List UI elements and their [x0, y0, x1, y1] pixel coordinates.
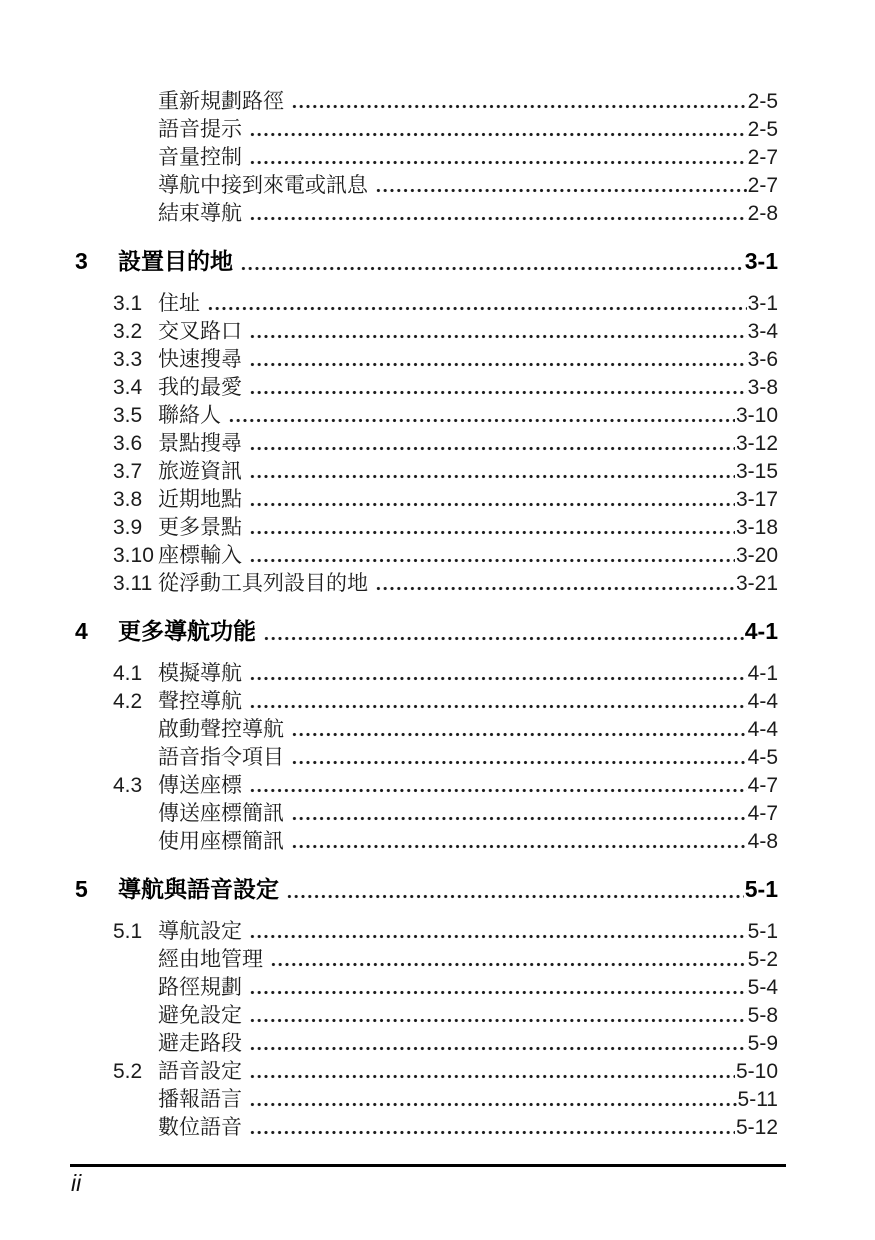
toc-entry-page: 3-17 [735, 488, 778, 511]
toc-entry [75, 346, 778, 374]
dot-leader [249, 214, 747, 223]
toc-entry-page: 2-7 [747, 146, 778, 169]
toc-entry-number: 3.11 [113, 572, 153, 595]
toc-entry-title: 住址 [158, 292, 200, 315]
toc-entry [75, 744, 778, 772]
toc-entry-page: 3-1 [747, 292, 778, 315]
toc-entry-title: 座標輸入 [158, 544, 242, 567]
toc-entry [75, 688, 778, 716]
toc-entry-page: 5-2 [747, 948, 778, 971]
toc-entry [75, 1086, 778, 1114]
toc-entry-page: 5-10 [735, 1060, 778, 1083]
toc-section-heading [75, 614, 778, 648]
toc-entry-page: 3-18 [735, 516, 778, 539]
dot-leader [375, 584, 735, 593]
toc-entry [75, 1030, 778, 1058]
toc-entry [75, 430, 778, 458]
toc-entry-page: 5-4 [747, 976, 778, 999]
toc-entry [75, 458, 778, 486]
toc-entry-number: 3.5 [113, 404, 143, 427]
toc-entry-page: 3-20 [735, 544, 778, 567]
toc-entry-page: 4-8 [747, 830, 778, 853]
dot-leader [263, 634, 744, 643]
toc-entry [75, 200, 778, 228]
toc-entry-page: 2-8 [747, 202, 778, 225]
dot-leader [249, 1072, 735, 1081]
toc-entry [75, 1058, 778, 1086]
dot-leader [240, 264, 744, 273]
toc-entry [75, 318, 778, 346]
toc-entry [75, 800, 778, 828]
toc-entry-page: 3-12 [735, 432, 778, 455]
toc-entry-page: 3-21 [735, 572, 778, 595]
dot-leader [249, 1044, 747, 1053]
dot-leader [249, 360, 747, 369]
dot-leader [249, 1128, 735, 1137]
dot-leader [249, 674, 747, 683]
toc-entry-title: 更多景點 [158, 516, 242, 539]
toc-entry-title: 景點搜尋 [158, 432, 242, 455]
toc-entry-title: 數位語音 [158, 1116, 242, 1139]
dot-leader [270, 960, 747, 969]
toc-entry-page: 3-6 [747, 348, 778, 371]
dot-leader [249, 388, 747, 397]
toc-entry-number: 3.2 [113, 320, 143, 343]
toc-entry-title: 快速搜尋 [158, 348, 242, 371]
toc-entry-title: 語音設定 [158, 1060, 242, 1083]
toc-entry-page: 2-5 [747, 90, 778, 113]
toc-entry-page: 5-12 [735, 1116, 778, 1139]
toc-entry-number: 3.9 [113, 516, 143, 539]
toc-entry [75, 974, 778, 1002]
dot-leader [291, 730, 747, 739]
footer-page-number: ii [71, 1170, 82, 1196]
toc-entry-number: 4.2 [113, 690, 143, 713]
toc-entry-page: 2-7 [747, 174, 778, 197]
toc-entry-page: 4-1 [747, 662, 778, 685]
toc-entry-title: 傳送座標 [158, 774, 242, 797]
toc-section-number: 4 [75, 618, 88, 644]
toc-entry-title: 傳送座標簡訊 [158, 802, 284, 825]
toc-entry [75, 918, 778, 946]
dot-leader [249, 444, 735, 453]
toc-entry [75, 88, 778, 116]
toc-section-page: 4-1 [744, 618, 778, 644]
toc-entry-number: 3.10 [113, 544, 154, 567]
toc-section-heading [75, 872, 778, 906]
toc-entry [75, 514, 778, 542]
toc-entry-number: 4.1 [113, 662, 143, 685]
toc-entry-number: 3.7 [113, 460, 143, 483]
dot-leader [249, 528, 735, 537]
toc-entry-page: 4-7 [747, 802, 778, 825]
toc-entry-number: 4.3 [113, 774, 143, 797]
toc-entry-title: 近期地點 [158, 488, 242, 511]
dot-leader [249, 332, 747, 341]
toc-section-title: 更多導航功能 [118, 618, 256, 644]
toc-entry-title: 重新規劃路徑 [158, 90, 284, 113]
toc-entry-page: 4-4 [747, 690, 778, 713]
toc-entry-title: 音量控制 [158, 146, 242, 169]
toc-section-page: 3-1 [744, 248, 778, 274]
dot-leader [375, 186, 747, 195]
toc-entry-title: 語音提示 [158, 118, 242, 141]
toc-entry-page: 5-9 [747, 1032, 778, 1055]
toc-entry-page: 3-4 [747, 320, 778, 343]
toc-entry-page: 4-7 [747, 774, 778, 797]
toc-entry-number: 3.6 [113, 432, 143, 455]
dot-leader [249, 556, 735, 565]
toc-section-number: 3 [75, 248, 88, 274]
toc-entry-page: 5-8 [747, 1004, 778, 1027]
toc-entry-title: 語音指令項目 [158, 746, 284, 769]
toc-section-title: 設置目的地 [118, 248, 233, 274]
toc-entry [75, 570, 778, 598]
toc-entry-title: 路徑規劃 [158, 976, 242, 999]
toc-entry [75, 1002, 778, 1030]
toc-entry-page: 4-4 [747, 718, 778, 741]
toc-entry-title: 避免設定 [158, 1004, 242, 1027]
toc-entry [75, 828, 778, 856]
toc-entry [75, 116, 778, 144]
dot-leader [249, 1100, 737, 1109]
toc-entry-number: 3.3 [113, 348, 143, 371]
toc-entry [75, 772, 778, 800]
dot-leader [249, 500, 735, 509]
toc-entry-page: 4-5 [747, 746, 778, 769]
toc-entry [75, 1114, 778, 1142]
footer-divider [70, 1164, 786, 1167]
toc-entry [75, 144, 778, 172]
toc-entry-page: 3-8 [747, 376, 778, 399]
toc-entry-title: 旅遊資訊 [158, 460, 242, 483]
toc-entry-number: 3.8 [113, 488, 143, 511]
toc-entry [75, 660, 778, 688]
dot-leader [286, 892, 744, 901]
dot-leader [249, 786, 747, 795]
toc-entry-number: 3.1 [113, 292, 143, 315]
toc-entry [75, 542, 778, 570]
dot-leader [291, 758, 747, 767]
toc-entry-page: 3-15 [735, 460, 778, 483]
dot-leader [249, 932, 747, 941]
toc-entry-title: 我的最愛 [158, 376, 242, 399]
dot-leader [249, 702, 747, 711]
toc-entry-title: 經由地管理 [158, 948, 263, 971]
toc-entry-number: 3.4 [113, 376, 143, 399]
toc-entry-title: 播報語言 [158, 1088, 242, 1111]
dot-leader [207, 304, 747, 313]
toc-entry-title: 使用座標簡訊 [158, 830, 284, 853]
dot-leader [228, 416, 735, 425]
toc-entry-title: 啟動聲控導航 [158, 718, 284, 741]
toc-section-title: 導航與語音設定 [118, 876, 279, 902]
toc-entry [75, 172, 778, 200]
toc-entry-title: 從浮動工具列設目的地 [158, 572, 368, 595]
toc-section-heading [75, 244, 778, 278]
toc-entry-title: 導航設定 [158, 920, 242, 943]
toc-entry-title: 交叉路口 [158, 320, 242, 343]
toc-entry [75, 716, 778, 744]
toc-entry [75, 402, 778, 430]
dot-leader [249, 1016, 747, 1025]
toc-entry-number: 5.1 [113, 920, 143, 943]
dot-leader [249, 472, 735, 481]
dot-leader [249, 130, 747, 139]
toc-entry [75, 486, 778, 514]
toc-entry-title: 導航中接到來電或訊息 [158, 174, 368, 197]
toc-entry-title: 避走路段 [158, 1032, 242, 1055]
toc-entry-number: 5.2 [113, 1060, 143, 1083]
toc-section-number: 5 [75, 876, 88, 902]
toc-entry-title: 結束導航 [158, 202, 242, 225]
dot-leader [249, 158, 747, 167]
dot-leader [291, 842, 747, 851]
dot-leader [249, 988, 747, 997]
toc-entry-title: 聲控導航 [158, 690, 242, 713]
toc-entry-page: 5-1 [747, 920, 778, 943]
toc-entry-page: 3-10 [735, 404, 778, 427]
toc-entry-title: 模擬導航 [158, 662, 242, 685]
toc-entry-page: 2-5 [747, 118, 778, 141]
dot-leader [291, 814, 747, 823]
dot-leader [291, 102, 747, 111]
toc-entry-page: 5-11 [737, 1088, 778, 1111]
toc-entry [75, 290, 778, 318]
toc-entry [75, 946, 778, 974]
toc-entry [75, 374, 778, 402]
toc-section-page: 5-1 [744, 876, 778, 902]
table-of-contents [75, 88, 778, 1142]
toc-entry-title: 聯絡人 [158, 404, 221, 427]
